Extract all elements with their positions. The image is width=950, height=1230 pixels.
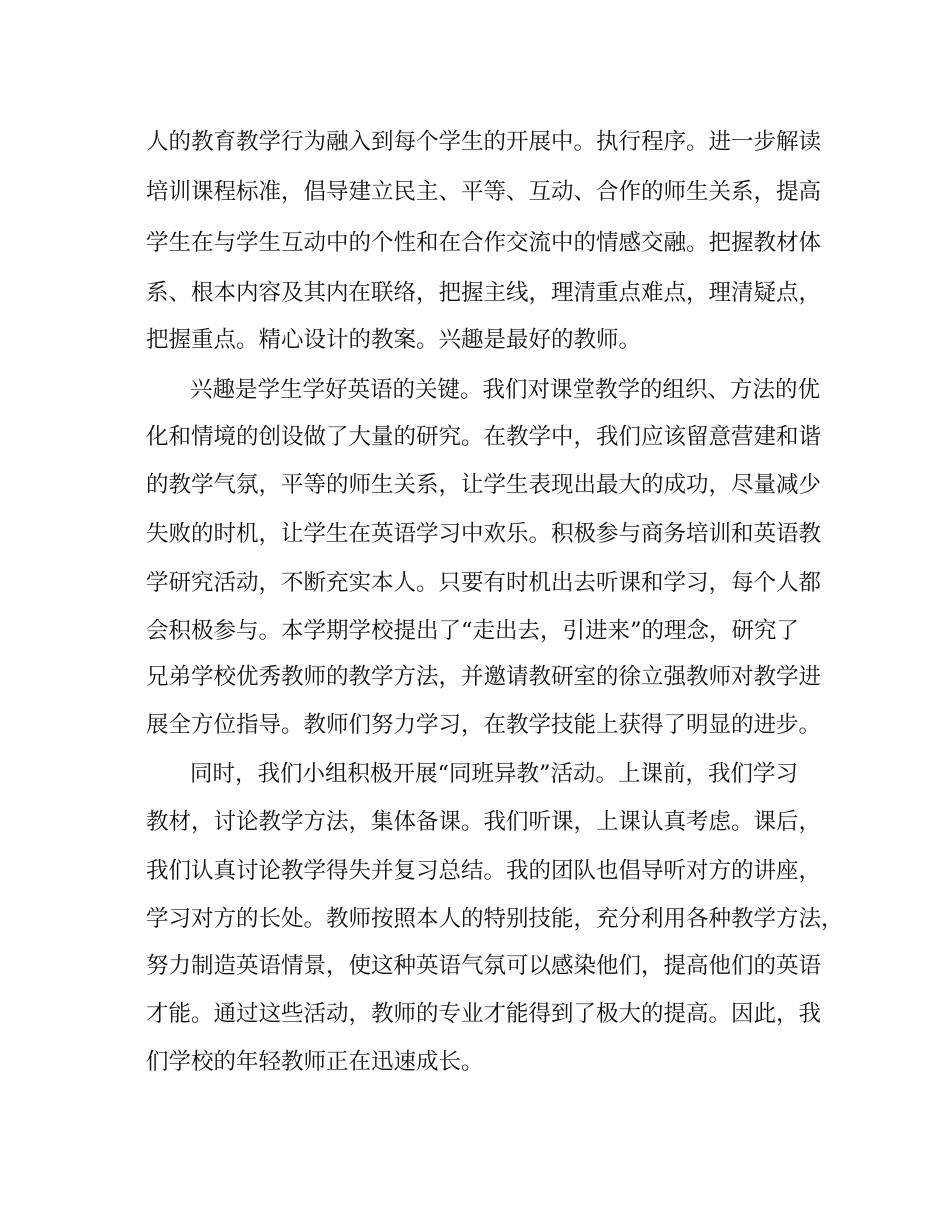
text-line: 学研究活动，不断充实本人。只要有时机出去听课和学习，每个人都 (146, 570, 822, 596)
text-line: 我们认真讨论教学得失并复习总结。我的团队也倡导听对方的讲座， (146, 858, 822, 884)
text-line: 们学校的年轻教师正在迅速成长。 (146, 1049, 484, 1075)
text-line: 努力制造英语情景，使这种英语气氛可以感染他们，提高他们的英语 (146, 953, 822, 979)
text-line: 教材，讨论教学方法，集体备课。我们听课，上课认真考虑。课后， (146, 809, 822, 835)
text-line: 兄弟学校优秀教师的教学方法，并邀请教研室的徐立强教师对教学进 (146, 664, 822, 690)
text-line: 人的教育教学行为融入到每个学生的开展中。执行程序。进一步解读 (146, 129, 822, 155)
text-line: 的教学气氛，平等的师生关系，让学生表现出最大的成功，尽量减少 (146, 472, 822, 498)
paragraph-first-line: 兴趣是学生学好英语的关键。我们对课堂教学的组织、方法的优 (190, 377, 821, 403)
text-line: 化和情境的创设做了大量的研究。在教学中，我们应该留意营建和谐 (146, 424, 822, 450)
text-line: 学习对方的长处。教师按照本人的特别技能，充分利用各种教学方法， (146, 906, 844, 932)
paragraph-first-line: 同时，我们小组积极开展“同班异教”活动。上课前，我们学习 (190, 761, 799, 787)
text-line: 学生在与学生互动中的个性和在合作交流中的情感交融。把握教材体 (146, 230, 822, 256)
text-line: 才能。通过这些活动，教师的专业才能得到了极大的提高。因此，我 (146, 1001, 822, 1027)
text-line: 展全方位指导。教师们努力学习，在教学技能上获得了明显的进步。 (146, 712, 822, 738)
text-line: 培训课程标准，倡导建立民主、平等、互动、合作的师生关系，提高 (146, 179, 822, 205)
text-line: 失败的时机，让学生在英语学习中欢乐。积极参与商务培训和英语教 (146, 521, 822, 547)
text-line: 把握重点。精心设计的教案。兴趣是最好的教师。 (146, 327, 642, 353)
text-line: 会积极参与。本学期学校提出了“走出去，引进来”的理念，研究了 (146, 618, 800, 644)
text-line: 系、根本内容及其内在联络，把握主线，理清重点难点，理清疑点， (146, 280, 822, 306)
